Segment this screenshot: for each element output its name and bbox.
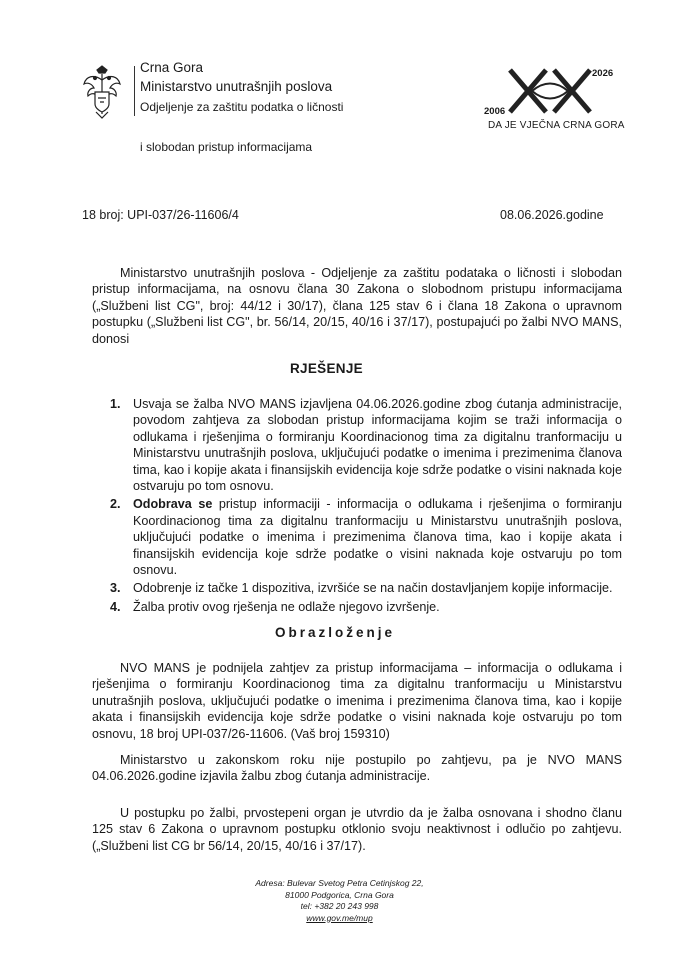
item-number: 2. bbox=[110, 497, 121, 512]
list-item bbox=[110, 580, 622, 596]
item-number: 1. bbox=[110, 397, 121, 411]
list-item bbox=[110, 496, 622, 578]
ministry-name: Ministarstvo unutrašnjih poslova bbox=[140, 79, 333, 94]
item-number: 4. bbox=[110, 599, 121, 614]
country-name: Crna Gora bbox=[140, 60, 204, 75]
footer-city: 81000 Podgorica, Crna Gora bbox=[285, 889, 394, 900]
reasoning-paragraph-1: NVO MANS je podnijela zahtjev za pristup informacijama – informacija o odlukama i rješenjima o formiranju Koordinacionog tima za digitalnu tranformaciju u Ministarstvu unutrašnjih poslova, uključujući podatke o imenima i prezimenima članova tima, kao i kopije akata i finansijskih evidencija koje sdrže podatke o visini naknada koje ostvaruju po tom osnovu, 18 broj UPI-037/26-11606. (Vaš broj 159310) bbox=[92, 661, 622, 741]
item-text: Usvaja se žalba NVO MANS izjavljena 04.06.2026.godine zbog ćutanja administracije, povodom zahtjeva za slobodan pristup informacijama kojim se traži informacija o odlukama i rješenjima o formiranju Koordinacionog tima za digitalnu tranformaciju u Ministarstvu unutrašnjih poslova, uključujući podatke o imenima i prezimenima članova tima, kao i kopije akata i finansijskih evidencija koje sdrže podatke o visini naknada koje ostvaruju po tom osnovu. bbox=[133, 397, 622, 494]
footer-website-link[interactable]: www.gov.me/mup bbox=[306, 912, 373, 923]
document-date: 08.06.2026.godine bbox=[500, 208, 604, 222]
list-item bbox=[110, 599, 622, 615]
list-item bbox=[110, 396, 622, 494]
jubilee-logo bbox=[480, 66, 625, 136]
decision-items bbox=[110, 396, 622, 617]
jubilee-year-end: 2026 bbox=[592, 68, 614, 79]
reasoning-paragraph-2: Ministarstvo u zakonskom roku nije postupilo po zahtjevu, pa je NVO MANS 04.06.2026.godine izjavila žalbu zbog ćutanja administracije. bbox=[92, 753, 622, 784]
item-text: Odobrenje iz tačke 1 dispozitiva, izvršiće se na način dostavljanjem kopije informacije. bbox=[133, 581, 613, 596]
decision-title: RJEŠENJE bbox=[290, 361, 363, 376]
reasoning-paragraph-3: U postupku po žalbi, prvostepeni organ je utvrdio da je žalba osnovana i shodno članu 125 stav 6 Zakona o upravnom postupku otklonio svoju neaktivnost i odlučio po zahtjevu. („Službeni list CG br 56/14, 20/15, 40/16 i 37/17). bbox=[92, 806, 622, 853]
department-name-line2: i slobodan pristup informacijama bbox=[140, 140, 313, 154]
department-name-line1: Odjeljenje za zaštitu podatka o ličnosti bbox=[140, 100, 344, 114]
montenegro-coat-of-arms-icon bbox=[82, 64, 122, 120]
header-divider bbox=[134, 66, 135, 116]
jubilee-year-start: 2006 bbox=[484, 106, 506, 117]
item-text: pristup informaciji - informacija o odlukama i rješenjima o formiranju Koordinacionog tima za digitalnu tranformaciju u Ministarstvu unutrašnjih poslova, uključujući podatke o imenima i prezimenima članova tima, kao i kopije akata i finansijskih evidencija koje sdrže podatke o visini naknada koje ostvaruju po tom osnovu. bbox=[133, 497, 622, 578]
reasoning-title: Obrazloženje bbox=[275, 625, 396, 640]
item-number: 3. bbox=[110, 581, 121, 596]
organization-block bbox=[140, 58, 400, 154]
item-strong-text: Odobrava se bbox=[133, 497, 213, 512]
footer-address: Adresa: Bulevar Svetog Petra Cetinjskog 22, bbox=[255, 878, 424, 888]
footer-phone: tel: +382 20 243 998 bbox=[300, 901, 379, 911]
intro-paragraph: Ministarstvo unutrašnjih poslova - Odjeljenje za zaštitu podataka o ličnosti i slobodan pristup informacijama, na osnovu člana 30 Zakona o slobodnom pristupu informacijama („Službeni list CG", broj: 44/12 i 30/17), člana 125 stav 6 i člana 18 Zakona o upravnom postupku („Službeni list CG", br. 56/14, 20/15, 40/16 i 37/17), postupajući po žalbi NVO MANS, donosi bbox=[92, 266, 622, 346]
jubilee-motto: DA JE VJEČNA CRNA GORA bbox=[488, 120, 625, 131]
reference-number: 18 broj: UPI-037/26-11606/4 bbox=[82, 208, 239, 222]
xx-jubilee-logo-icon bbox=[502, 66, 598, 116]
footer-address-block bbox=[0, 878, 679, 924]
item-text: Žalba protiv ovog rješenja ne odlaže njegovo izvršenje. bbox=[133, 599, 440, 614]
